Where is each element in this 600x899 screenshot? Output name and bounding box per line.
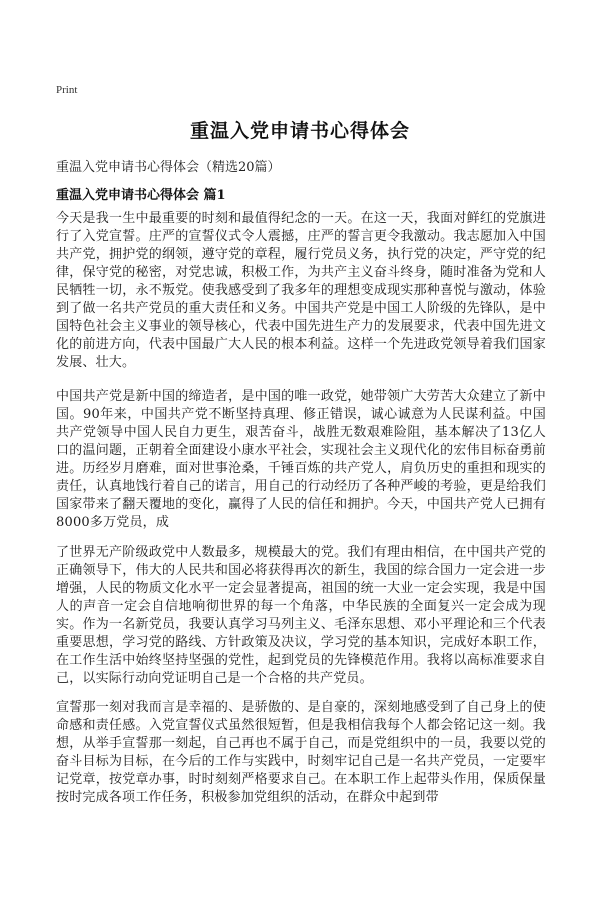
paragraph-4: 宣誓那一刻对我而言是幸福的、是骄傲的、是自豪的，深刻地感受到了自己身上的使命感和责任感。入党宣誓仪式虽然很短暂，但是我相信我每个人都会铭记这一刻。我想，从举手宣誓那一刻起，自己再也不属于自己，而是党组织中的一员，我要以党的奋斗目标为目标，在今后的工作与实践中，时刻牢记自己是一名共产党员，一定要牢记党章，按党章办事，时时刻刻严格要求自己。在本职工作上起带头作用，保质保量按时完成各项工作任务，积极参加党组织的活动，在群众中起到带 bbox=[56, 700, 546, 805]
paragraph-2: 中国共产党是新中国的缔造者，是中国的唯一政党，她带领广大劳苦大众建立了新中国。90年来，中国共产党不断坚持真理、修正错误，诚心诚意为人民谋利益。中国共产党领导中国人民自力更生，艰苦奋斗，战胜无数艰难险阻，基本解决了13亿人口的温问题，正朝着全面建设小康水平社会，实现社会主义现代化的宏伟目标奋勇前进。历经岁月磨难，面对世事沧桑，千锤百炼的共产党人，肩负历史的重担和现实的责任，认真地饯行着自己的诺言，用自己的行动经历了各种严峻的考验，更是给我们国家带来了翻天覆地的变化，赢得了人民的信任和拥护。今天，中国共产党人已拥有8000多万党员，成 bbox=[56, 389, 546, 530]
page-title: 重温入党申请书心得体会 bbox=[189, 120, 410, 142]
print-label: Print bbox=[56, 84, 78, 96]
paragraph-1: 今天是我一生中最重要的时刻和最值得纪念的一天。在这一天，我面对鲜红的党旗进行了入党宣誓。庄严的宣誓仪式令人震撼，庄严的誓言更令我激动。我志愿加入中国共产党，拥护党的纲领，遵守党的章程，履行党员义务，执行党的决定，严守党的纪律，保守党的秘密，对党忠诚，积极工作，为共产主义奋斗终身，随时准备为党和人民牺牲一切，永不叛党。使我感受到了我多年的理想变成现实那种喜悦与激动，体验到了做一名共产党员的重大责任和义务。中国共产党是中国工人阶级的先锋队，是中国特色社会主义事业的领导核心，代表中国先进生产力的发展要求，代表中国先进文化的前进方向，代表中国最广大人民的根本利益。这样一个先进政党领导着我们国家发展、壮大。 bbox=[56, 211, 546, 370]
paragraph-3: 了世界无产阶级政党中人数最多，规模最大的党。我们有理由相信，在中国共产党的正确领导下，伟大的人民共和国必将获得再次的新生，我国的综合国力一定会进一步增强，人民的物质文化水平一定会显著提高，祖国的统一大业一定会实现，我是中国人的声音一定会自信地响彻世界的每一个角落，中华民族的全面复兴一定会成为现实。作为一名新党员，我要认真学习马列主义、毛泽东思想、邓小平理论和三个代表重要思想，学习党的路线、方针政策及决议，学习党的基本知识，完成好本职工作，在工作生活中始终坚持坚强的党性，起到党员的先锋模范作用。我将以高标准要求自己，以实际行动向党证明自己是一个合格的共产党员。 bbox=[56, 545, 546, 686]
document-subtitle: 重温入党申请书心得体会（精选20篇） bbox=[56, 160, 281, 175]
section-heading: 重温入党申请书心得体会 篇1 bbox=[56, 188, 226, 203]
